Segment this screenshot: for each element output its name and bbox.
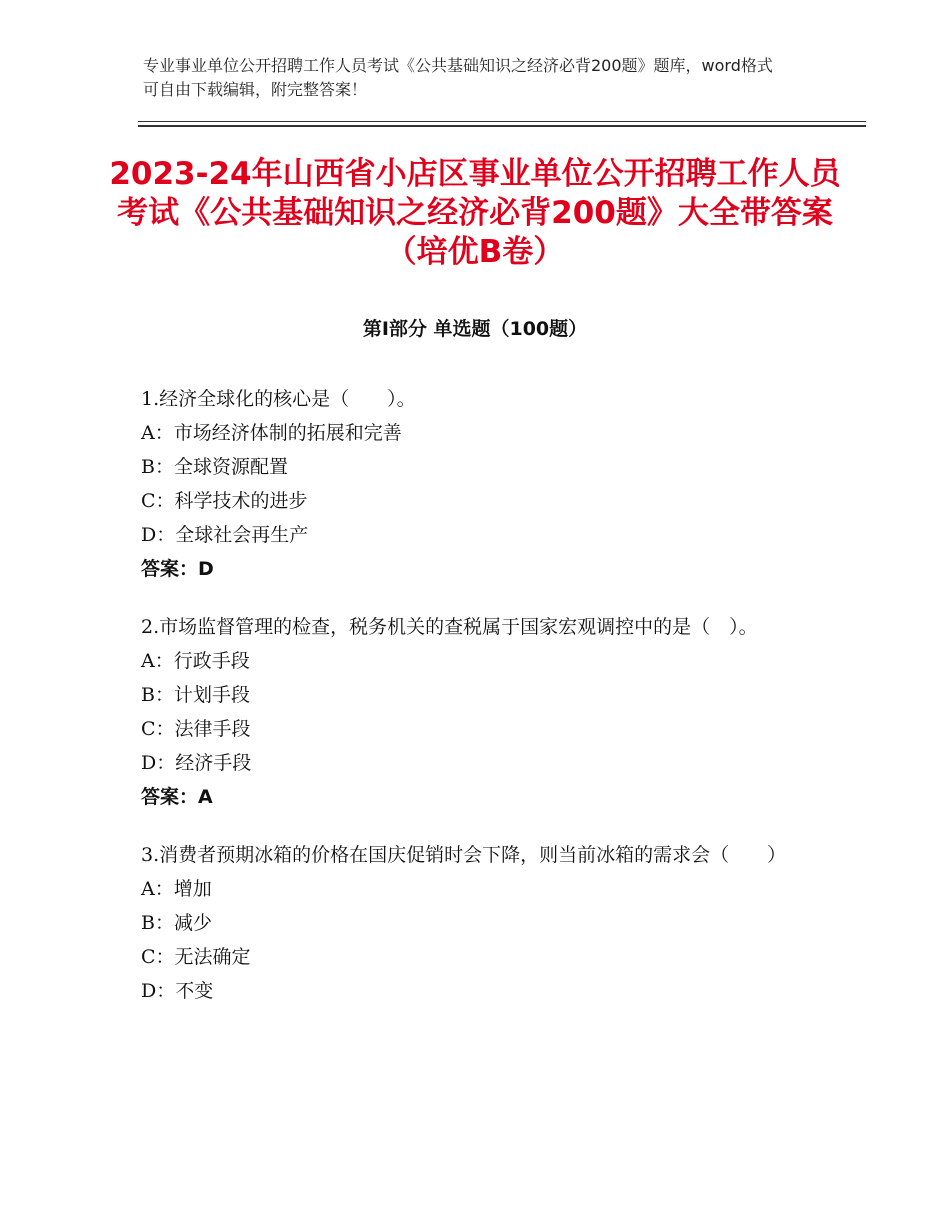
question-1 xyxy=(141,382,821,586)
section-heading: 第Ⅰ部分 单选题（100题） xyxy=(362,318,588,340)
header-divider-thick xyxy=(138,125,866,127)
option-b: B：减少 xyxy=(141,912,212,934)
question-3 xyxy=(141,838,821,1008)
option-c: C：科学技术的进步 xyxy=(141,490,308,512)
document-title: 2023-24年山西省小店区事业单位公开招聘工作人员考试《公共基础知识之经济必背200题》大全带答案（培优B卷） xyxy=(109,156,841,270)
option-a: A：市场经济体制的拓展和完善 xyxy=(141,422,402,444)
option-c: C：无法确定 xyxy=(141,946,251,968)
option-d: D：不变 xyxy=(141,980,214,1002)
option-d: D：经济手段 xyxy=(141,752,252,774)
question-list xyxy=(141,382,821,1032)
option-b: B：计划手段 xyxy=(141,684,250,706)
option-b: B：全球资源配置 xyxy=(141,456,288,478)
option-d: D：全球社会再生产 xyxy=(141,524,309,546)
option-a: A：行政手段 xyxy=(141,650,250,672)
header-divider-thin xyxy=(138,121,866,122)
question-2 xyxy=(141,610,821,814)
question-stem: 2.市场监督管理的检查，税务机关的查税属于国家宏观调控中的是（ ）。 xyxy=(141,616,758,638)
header-note: 专业事业单位公开招聘工作人员考试《公共基础知识之经济必背200题》题库，word格式可自由下载编辑，附完整答案！ xyxy=(143,56,773,99)
question-stem: 3.消费者预期冰箱的价格在国庆促销时会下降，则当前冰箱的需求会（ ） xyxy=(141,844,787,866)
answer-label: 答案：D xyxy=(141,558,214,580)
option-c: C：法律手段 xyxy=(141,718,251,740)
option-a: A：增加 xyxy=(141,878,212,900)
question-stem: 1.经济全球化的核心是（ ）。 xyxy=(141,388,416,410)
answer-label: 答案：A xyxy=(141,786,213,808)
